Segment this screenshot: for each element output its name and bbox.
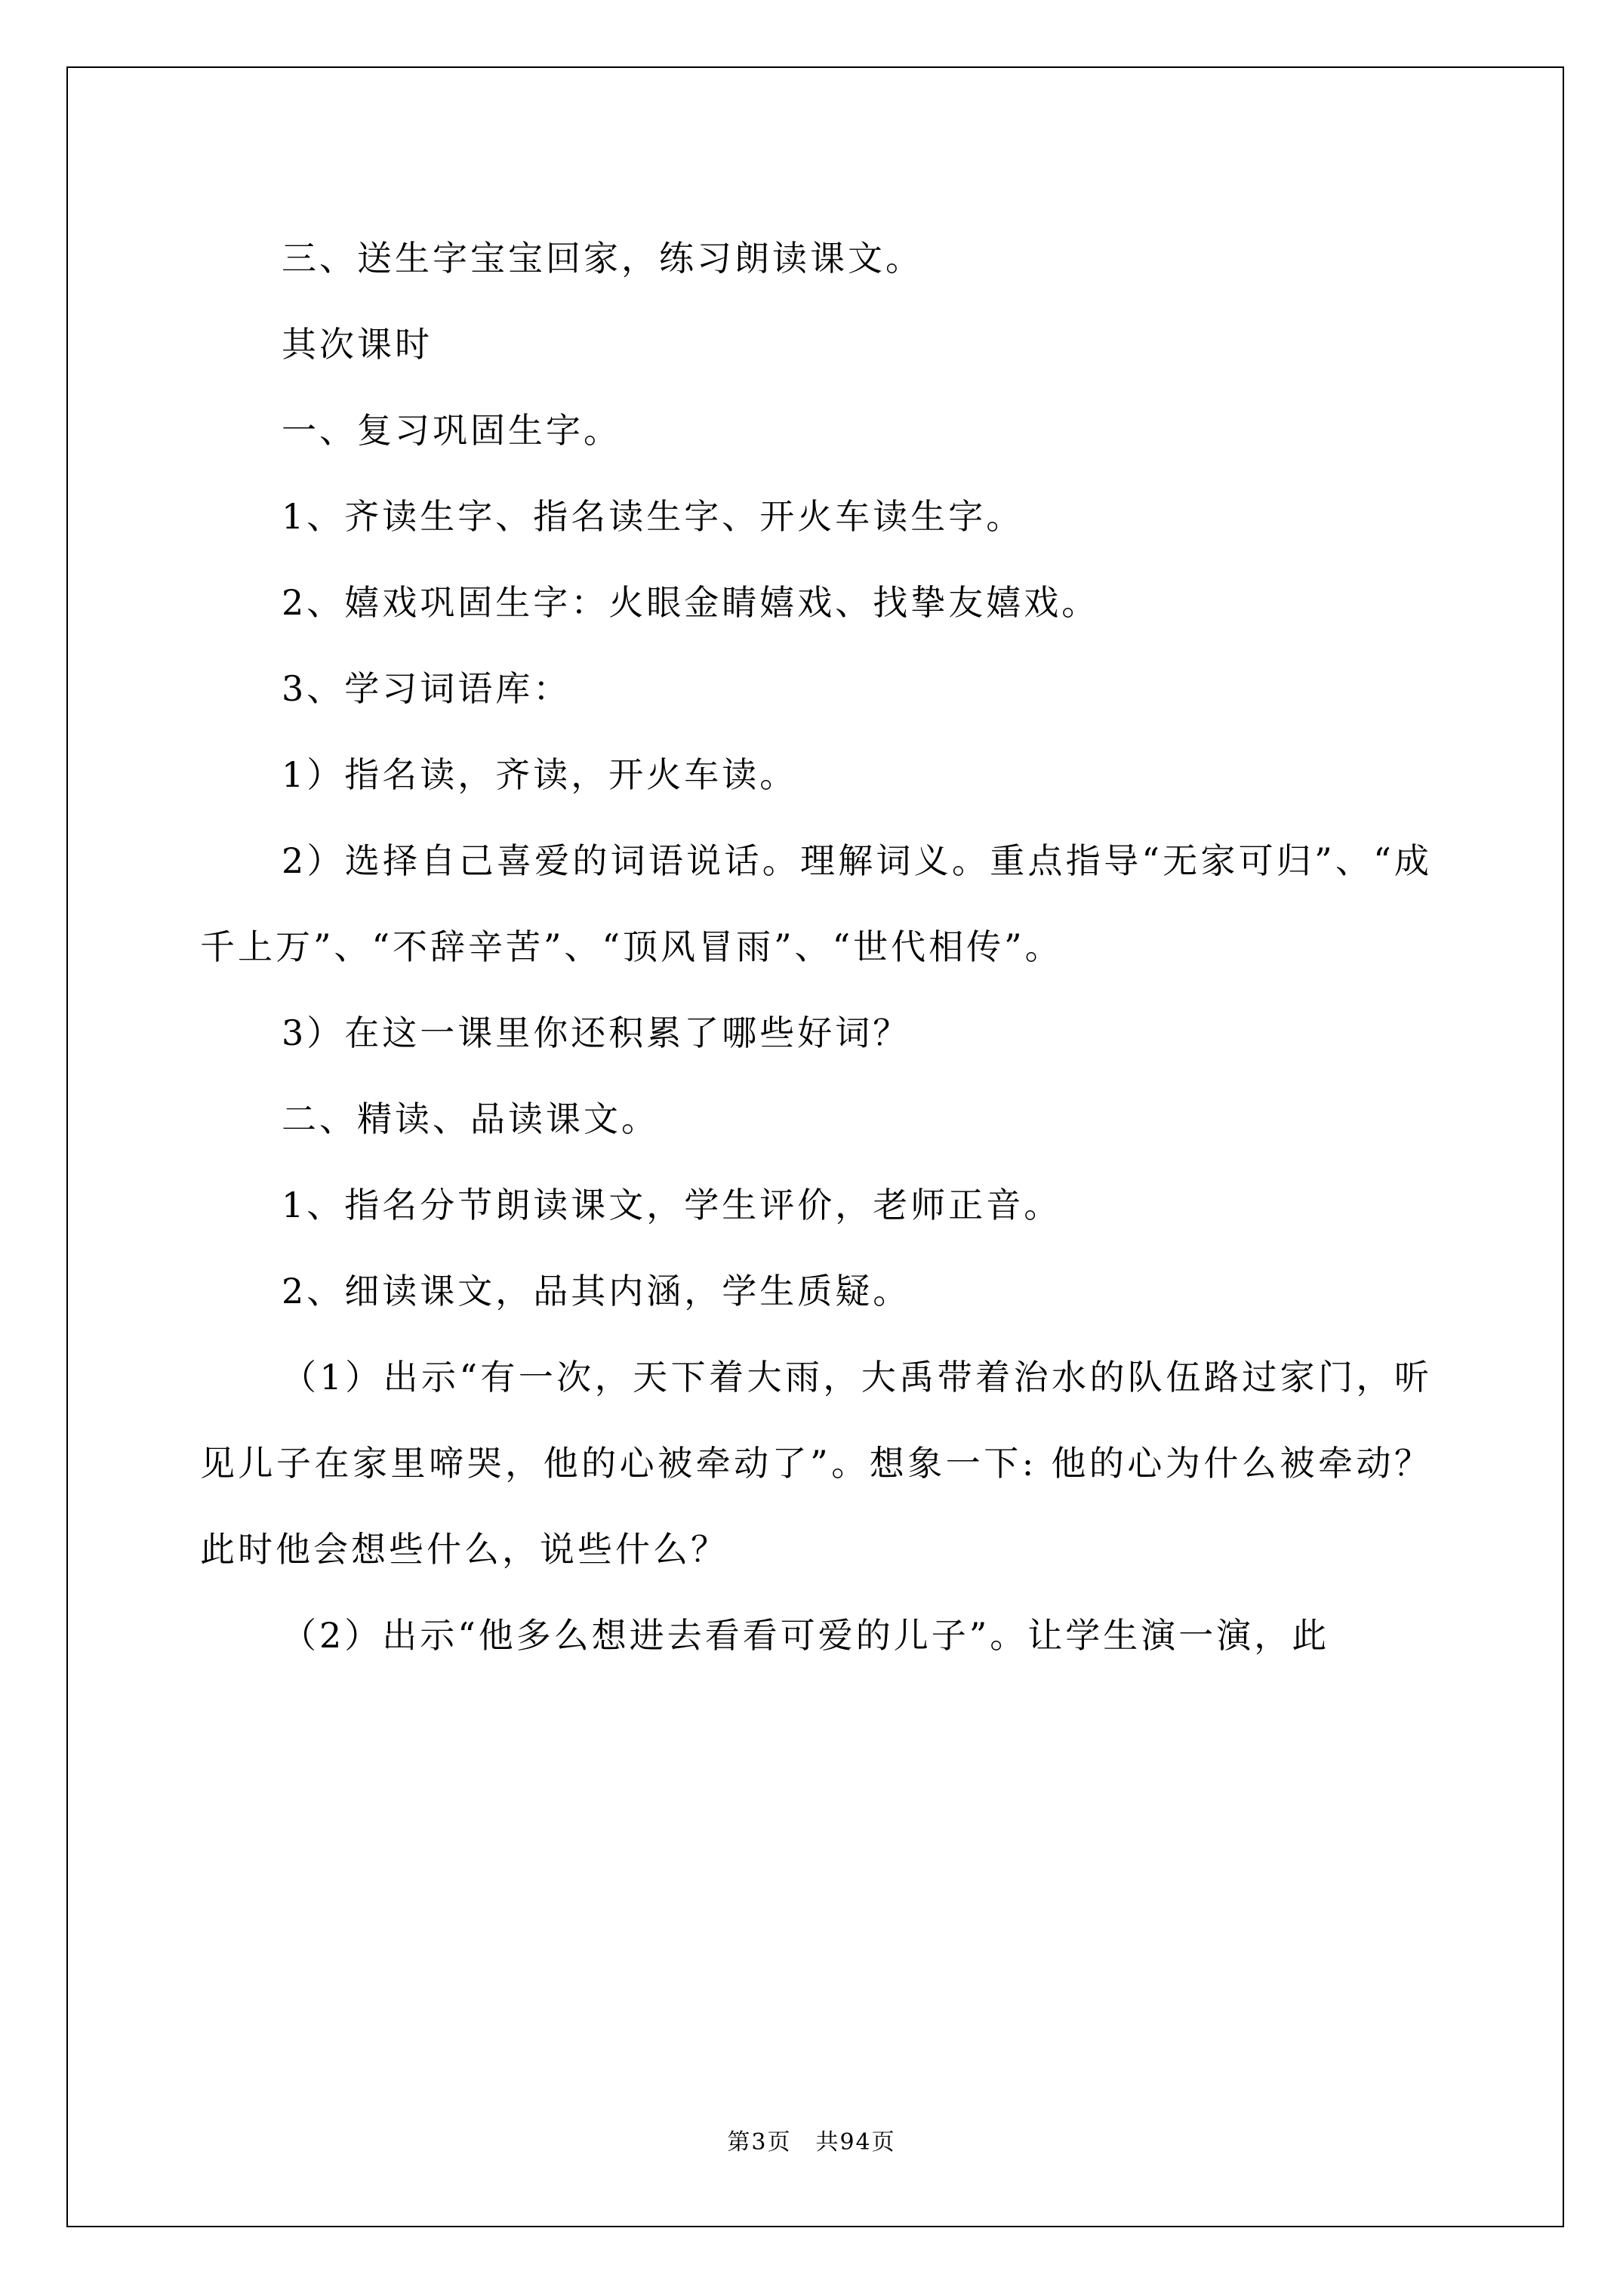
document-body bbox=[200, 215, 1432, 1678]
paragraph: 二、精读、品读课文。 bbox=[282, 1099, 659, 1139]
paragraph: 2）选择自己喜爱的词语说话。理解词义。重点指导“无家可归”、“成千上万”、“不辞辛苦”、“顶风冒雨”、“世代相传”。 bbox=[200, 840, 1432, 967]
paragraph: 三、送生字宝宝回家，练习朗读课文。 bbox=[282, 238, 923, 279]
paragraph: 1）指名读，齐读，开火车读。 bbox=[282, 754, 798, 795]
paragraph: 一、复习巩固生字。 bbox=[282, 410, 621, 451]
paragraph: （2）出示“他多么想进去看看可爱的儿子”。让学生演一演，此 bbox=[282, 1615, 1330, 1656]
paragraph: 2、细读课文，品其内涵，学生质疑。 bbox=[282, 1271, 911, 1311]
paragraph: 3）在这一课里你还积累了哪些好词？ bbox=[282, 1012, 911, 1053]
paragraph: 1、齐读生字、指名读生字、开火车读生字。 bbox=[282, 496, 1024, 537]
paragraph: 1、指名分节朗读课文，学生评价，老师正音。 bbox=[282, 1185, 1062, 1225]
paragraph: （1）出示“有一次，天下着大雨，大禹带着治水的队伍路过家门，听见儿子在家里啼哭，他的心被牵动了”。想象一下: 他的心为什么被牵动？此时他会想些什么，说些什么？ bbox=[200, 1357, 1432, 1570]
paragraph: 2、嬉戏巩固生字：火眼金睛嬉戏、找挚友嬉戏。 bbox=[282, 582, 1100, 623]
page-number-footer: 第3页 共94页 bbox=[727, 2129, 896, 2156]
paragraph: 其次课时 bbox=[282, 324, 433, 365]
paragraph: 3、学习词语库： bbox=[282, 668, 571, 709]
